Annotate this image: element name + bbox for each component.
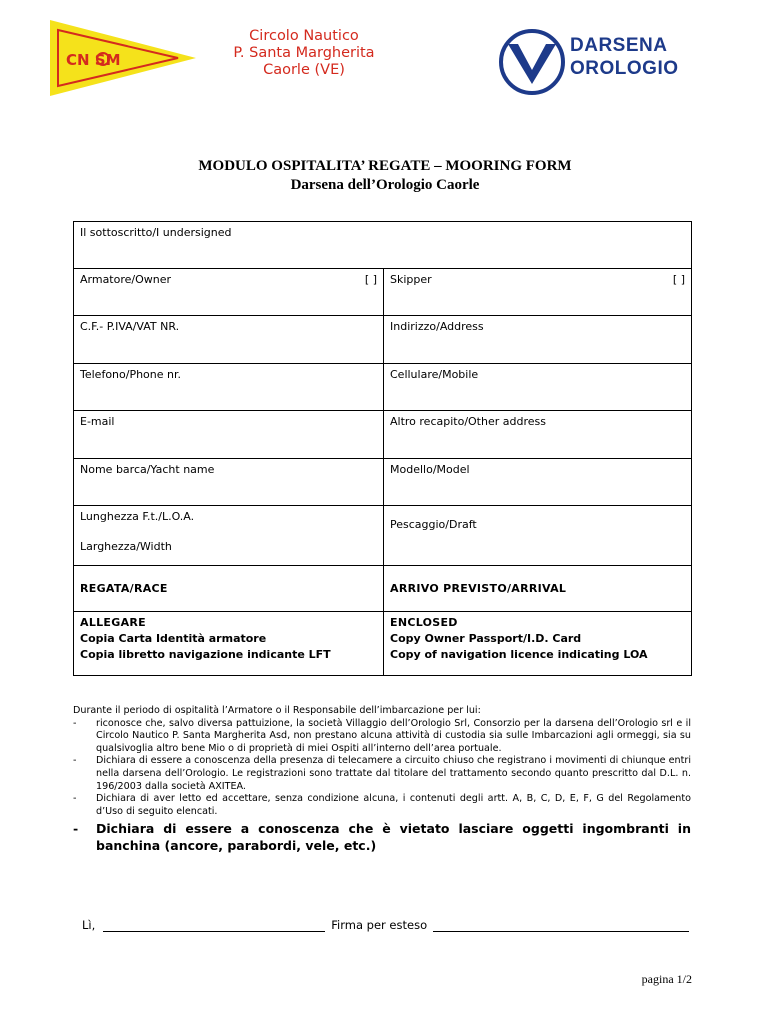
cnosm-logo (48, 18, 375, 98)
note-item-3 (73, 793, 691, 818)
allegare-item-1: Copia Carta Identità armatore (80, 632, 267, 645)
vat-label: C.F.- P.IVA/VAT NR. (80, 320, 180, 333)
length-label: Lunghezza F.t./L.O.A. (80, 510, 195, 523)
email-field[interactable] (74, 411, 384, 459)
race-label: REGATA/RACE (80, 581, 168, 595)
cnosm-line-3: Caorle (VE) (263, 62, 345, 78)
darsena-line-1: DARSENA (570, 35, 668, 56)
signature-label: Firma per esteso (331, 918, 428, 932)
undersigned-label: Il sottoscritto/I undersigned (80, 226, 232, 239)
cnosm-pennant-icon (48, 18, 198, 98)
enclosed-heading: ENCLOSED (390, 616, 458, 629)
mooring-form-table (73, 221, 692, 676)
address-field[interactable] (384, 316, 692, 364)
dimensions-field[interactable] (74, 506, 384, 566)
yacht-name-field[interactable] (74, 459, 384, 506)
skipper-field[interactable] (384, 269, 692, 316)
place-line[interactable] (103, 919, 325, 932)
email-label: E-mail (80, 415, 115, 428)
note-dash: - (73, 717, 77, 729)
model-label: Modello/Model (390, 463, 470, 476)
allegare-heading: ALLEGARE (80, 616, 146, 629)
mobile-label: Cellulare/Mobile (390, 368, 479, 381)
note-text-2: Dichiara di essere a conoscenza della presenza di telecamere a circuito chiuso che registrano i movimenti di chiunque entri nella darsena dell’Orologio. Le registrazioni sono trattate dal titolare del trattamento secondo quanto prescritto dal D.L. n. 196/2003 dalla società AXITEA. (96, 755, 691, 792)
note-dash: - (73, 821, 79, 837)
owner-checkbox[interactable]: [ ] (364, 273, 377, 286)
note-dash: - (73, 755, 77, 767)
undersigned-field[interactable] (74, 222, 692, 269)
phone-field[interactable] (74, 364, 384, 411)
note-dash: - (73, 793, 77, 805)
model-field[interactable] (384, 459, 692, 506)
terms-notes (73, 705, 691, 854)
note-text-1: riconosce che, salvo diversa pattuizione, la società Villaggio dell’Orologio Srl, Consorzio per la darsena dell’Orologio srl e il Circolo Nautico P. Santa Margherita Asd, non prestano alcuna attività di custodia sia sulle Imbarcazioni agli ormeggi, sia su qualsivoglia altro bene Mio o di proprietà di miei Ospiti all’interno dell’area portuale. (96, 717, 691, 754)
skipper-label: Skipper (390, 273, 432, 286)
cnosm-line-2: P. Santa Margherita (233, 45, 375, 61)
form-title: MODULO OSPITALITA’ REGATE – MOORING FORM (198, 158, 572, 174)
owner-field[interactable] (74, 269, 384, 316)
darsena-emblem-icon (498, 28, 566, 96)
enclosed-item-1: Copy Owner Passport/I.D. Card (390, 632, 582, 645)
skipper-checkbox[interactable]: [ ] (672, 273, 686, 286)
race-field[interactable] (74, 566, 384, 612)
note-item-2 (73, 755, 691, 793)
owner-label: Armatore/Owner (80, 273, 172, 286)
phone-label: Telefono/Phone nr. (80, 368, 182, 381)
width-label: Larghezza/Width (80, 540, 172, 553)
form-subtitle: Darsena dell’Orologio Caorle (290, 177, 480, 193)
other-address-field[interactable] (384, 411, 692, 459)
enclosed-cell (384, 612, 692, 676)
notes-intro: Durante il periodo di ospitalità l’Armatore o il Responsabile dell’imbarcazione per lui: (73, 705, 481, 716)
place-label: Lì, (82, 918, 96, 932)
note-text-4: Dichiara di essere a conoscenza che è vietato lasciare oggetti ingombranti in banchina (ancore, parabordi, vele, etc.) (96, 821, 691, 854)
arrival-field[interactable] (384, 566, 692, 612)
page-number: pagina 1/2 (641, 972, 692, 986)
draft-field[interactable] (384, 506, 692, 566)
darsena-logo (498, 28, 698, 98)
allegare-item-2: Copia libretto navigazione indicante LFT (80, 648, 331, 661)
cnosm-line-1: Circolo Nautico (249, 28, 359, 44)
cnosm-badge-text: CN SM (66, 51, 121, 69)
vat-field[interactable] (74, 316, 384, 364)
address-label: Indirizzo/Address (390, 320, 484, 333)
note-item-4 (73, 820, 691, 854)
darsena-line-2: OROLOGIO (570, 58, 679, 79)
note-text-3: Dichiara di aver letto ed accettare, senza condizione alcuna, i contenuti degli artt. A, B, C, D, E, F, G del Regolamento d’Uso di seguito elencati. (96, 793, 691, 817)
arrival-label: ARRIVO PREVISTO/ARRIVAL (390, 581, 567, 595)
enclosed-item-2: Copy of navigation licence indicating LOA (390, 648, 648, 661)
yacht-name-label: Nome barca/Yacht name (80, 463, 215, 476)
signature-row (82, 918, 692, 932)
allegare-cell (74, 612, 384, 676)
note-item-1 (73, 718, 691, 756)
signature-line[interactable] (433, 919, 689, 932)
other-address-label: Altro recapito/Other address (390, 415, 546, 428)
draft-label: Pescaggio/Draft (390, 518, 477, 531)
mobile-field[interactable] (384, 364, 692, 411)
